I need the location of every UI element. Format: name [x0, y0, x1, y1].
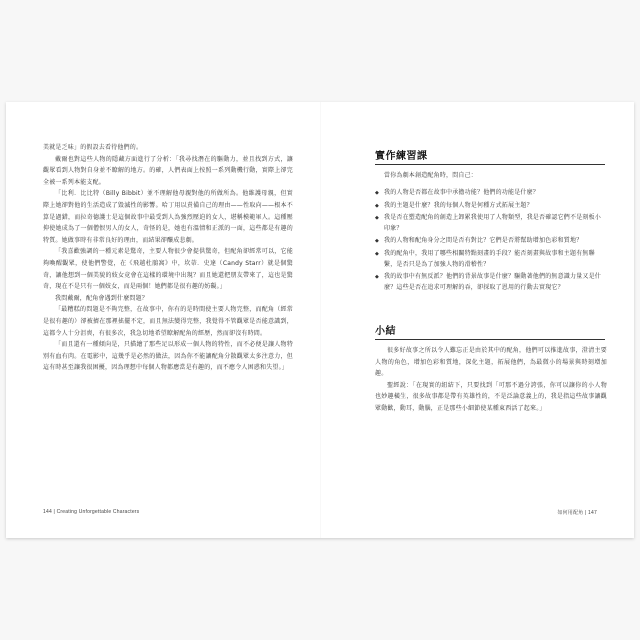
list-item [375, 201, 607, 212]
exercise-title: 實作練習課 [375, 147, 605, 165]
paragraph: 「我喜歡強調的一種元素是驚奇，主要人物很少會提供驚奇，但配角卻經常可以，它能夠喚醒觀眾，使他們警覺，在《飛越杜鵑窩》中，坎蒂．史達（Candy Starr）就是個驚奇，讓他想到一個美貌的妓女竟會在這樣的環境中出現？而且她還把朋友帶來了，這也是驚奇，現在不是只有一個妓女，而是兩個！她們都是很有趣的妨礙。」 [43, 248, 293, 291]
summary-heading [375, 322, 605, 340]
bullet-icon: ◆ [375, 215, 380, 222]
paragraph: 我問戴爾，配角會遇到什麼問題？ [55, 294, 149, 302]
bullet-icon: ◆ [375, 274, 380, 281]
question-text: 我的主題是什麼？我的每個人物是何種方式拓展主題？ [384, 201, 533, 209]
book-spread [6, 102, 634, 538]
list-item [375, 236, 607, 247]
bullet-icon: ◆ [375, 190, 380, 196]
exercise-intro: 當你為劇本創造配角時，問自己： [384, 172, 478, 179]
right-page [320, 102, 634, 538]
paragraph: 美就是乏味」的假設去看待他們的。 [43, 144, 143, 151]
exercise-heading [375, 147, 605, 165]
question-text: 我的故事中有無反派？他們的背景故事是什麼？驅動著他們的無意識力量又是什麼？這些是否在追求可理解的吞，卻採取了恩用的行動去實現它？ [384, 273, 602, 291]
question-text: 我的配角中，我用了哪些相關特點刻畫的手段？能否刻畫與故事和主題有無聯繫，是否只是為了加強人物的滑稽性？ [384, 249, 595, 268]
list-item [375, 249, 607, 270]
question-text: 我的人物是否都在故事中承擔功能？他們的功能是什麼？ [384, 189, 540, 196]
question-text: 我是否在塑造配角的創造上卸累我使用了人物類型，我是否確認它們不是刻板小印象？ [384, 214, 602, 232]
list-item [375, 272, 607, 293]
paragraph: 「而且還有一種傾向是，只描繪了那些足以形成一個人物的特性，而不必便是讓人物特別有血有肉。在電影中，這幾乎是必然的做法，因為你不能讓配角分散觀眾太多注意力，但這有時甚至讓我很困擾，因為理想中每個人物都應當是有趣的，而不應令人困惑和失望。」 [43, 341, 293, 372]
paragraph: 戴爾也對這些人物的隱藏方面進行了分析：「我尋找潛在的驅動力，並且找到方式，讓觀眾看到人物對自身並不瞭解的地方。的確，人們表面上按照一系列動機行動，實際上卻完全被一系列本能支配。 [43, 155, 293, 186]
left-folio: 144 | Creating Unforgettable Characters [43, 509, 140, 515]
bullet-icon: ◆ [375, 202, 380, 209]
summary-title: 小結 [375, 322, 605, 340]
list-item [375, 213, 607, 234]
left-page [6, 102, 320, 538]
paragraph: 很多好故事之所以令人難忘正是由於其中的配角，他們可以推進故事，澄清主要人物的角色，增加色彩和質地，深化主題，拓展他們，為最微小的場景與時刻增加趣。 [375, 347, 607, 378]
right-body-text [375, 345, 607, 415]
list-item [375, 188, 607, 199]
question-list [375, 188, 607, 295]
left-body-text [43, 142, 293, 374]
paragraph: 「最糟糕的問題是不夠完整，在故事中，你有的是時間使主要人物完整，而配角（經常是很有趣的）卻被擠在那裡搖擺不定，而且無法變得完整，我覺得不管觀眾是否能意識到，這都令人十分沮喪，有很多次，我急切地希望瞭解配角的經歷，然而卻沒有時間。 [43, 306, 293, 337]
bullet-icon: ◆ [375, 250, 380, 257]
right-folio: 如何用配角 | 147 [557, 510, 597, 516]
bullet-icon: ◆ [375, 238, 380, 245]
paragraph: 聖經說：「在現實的紐結下，只要找到「可那不過分誇張，你可以讓你的小人物也妙趣橫生，很多故事都是帶有英雄性的，不是泛論意義上的，我是指這些故事讓觀眾動歡，動耳，動腦，正是那些小細節使某種東西活了起來。」 [375, 381, 607, 412]
paragraph: 「比利．比比特（Billy Bibbit）並不理解他母親對他的所做所為。他維護母親，但實際上她卻對他的生活造成了毀滅性的影響。哈丁用以責備自己的理由——性取向——根本不算是過錯，而拉奇德護士是這個故事中最受到人為強烈壓迫的女人，堪稱模範軍人。這種壓抑使她成為了一個僧恨男人的女人，奇怪的是，她也有溫情和正派的一面，這些都是有趣的特質。她做事時有非常良好的理由，而結果卻釀成悲劇。 [43, 190, 293, 244]
question-text: 我的人物和配角身分之間是否有對比？它們是否將幫助增加色彩和質地？ [384, 237, 583, 245]
